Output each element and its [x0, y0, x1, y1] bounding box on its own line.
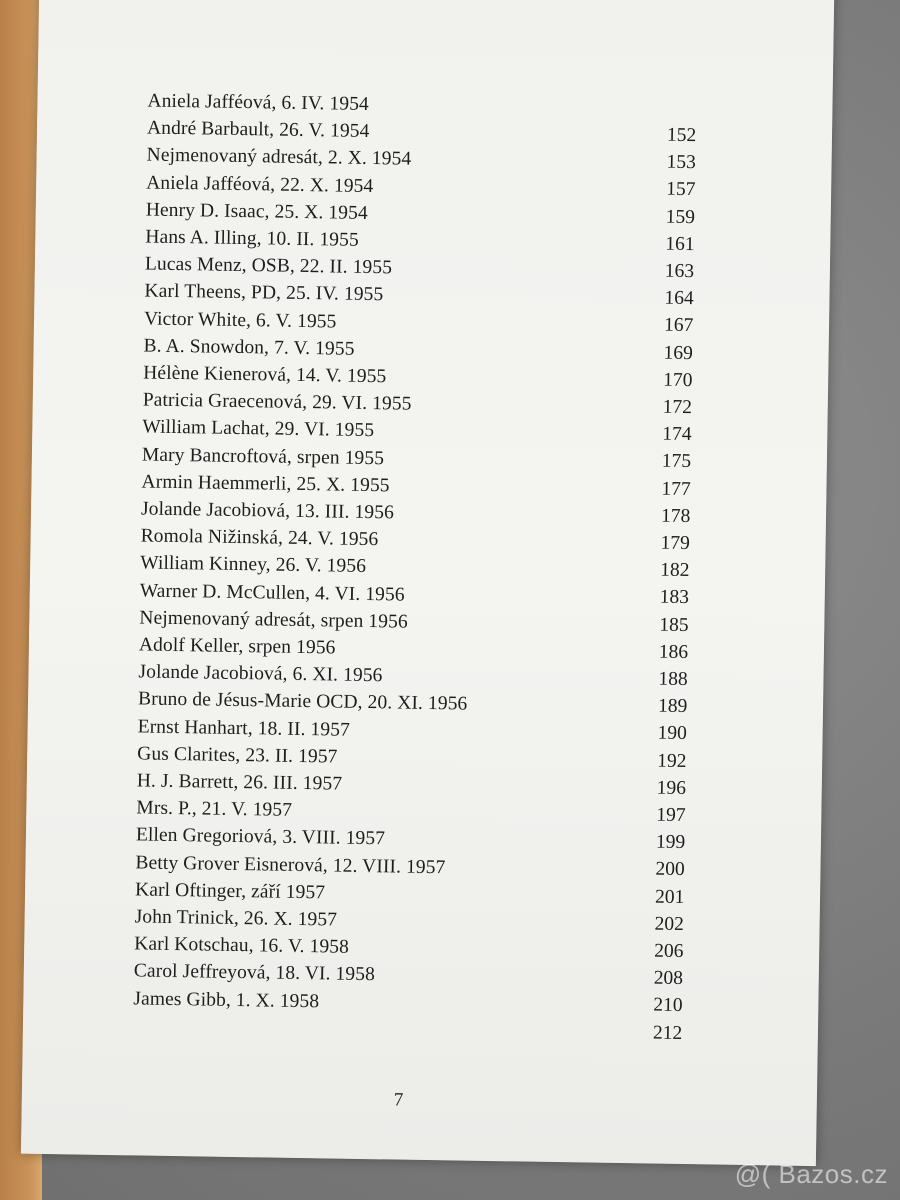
entry-name: Mrs. P., 21. V. 1957 [136, 797, 293, 822]
entry-page-number: 200 [655, 858, 685, 881]
entry-name: Warner D. McCullen, 4. VI. 1956 [139, 580, 405, 606]
entry-page-number: 197 [656, 804, 686, 827]
entry-name: Aniela Jafféová, 22. X. 1954 [146, 172, 374, 197]
entry-page-number: 172 [662, 396, 693, 419]
entry-page-number: 188 [658, 668, 688, 691]
entry-name: Hans A. Illing, 10. II. 1955 [145, 226, 359, 251]
entry-name: Mary Bancroftová, srpen 1955 [141, 444, 385, 469]
entry-page-number: 206 [654, 940, 684, 963]
entry-name: Jolande Jacobiová, 13. III. 1956 [140, 498, 395, 524]
entry-page-number: 201 [654, 886, 685, 908]
entry-name: Aniela Jafféová, 6. IV. 1954 [147, 90, 370, 115]
entry-name: André Barbault, 26. V. 1954 [146, 117, 370, 143]
entry-page-number: 169 [663, 342, 694, 364]
entry-page-number: 192 [657, 750, 687, 772]
watermark: @( Bazos.cz [734, 1159, 888, 1189]
entry-page-number: 157 [665, 179, 696, 201]
entry-name: H. J. Barrett, 26. III. 1957 [136, 770, 343, 795]
entry-page-number: 175 [661, 451, 692, 473]
entry-name: Jolande Jacobiová, 6. XI. 1956 [138, 661, 383, 687]
entry-name: Armin Haemmerli, 25. X. 1955 [141, 471, 390, 497]
entry-name: William Kinney, 26. V. 1956 [140, 552, 367, 578]
entry-page-number: 196 [656, 777, 687, 799]
entry-page-number: 178 [660, 505, 691, 527]
page-number: 7 [393, 1089, 404, 1111]
entry-name: Carol Jeffreyová, 18. VI. 1958 [133, 960, 376, 986]
entry-name: Gus Clarites, 23. II. 1957 [137, 743, 338, 768]
entry-page-number: 185 [659, 614, 689, 636]
entry-name: Victor White, 6. V. 1955 [143, 308, 337, 333]
entry-name: Adolf Keller, srpen 1956 [138, 634, 336, 659]
entry-name: James Gibb, 1. X. 1958 [133, 987, 320, 1012]
entry-page-number: 174 [662, 423, 692, 446]
book-page [21, 0, 834, 1166]
entry-name: John Trinick, 26. X. 1957 [134, 906, 338, 931]
entry-page-number: 153 [666, 151, 697, 174]
entry-name: Bruno de Jésus-Marie OCD, 20. XI. 1956 [137, 688, 468, 715]
entry-name: Romola Nižinská, 24. V. 1956 [140, 525, 379, 551]
table-of-contents [21, 0, 834, 1166]
entry-page-number: 202 [654, 913, 685, 935]
entry-name: Nejmenovaný adresát, 2. X. 1954 [146, 144, 412, 171]
entry-page-number: 163 [664, 260, 695, 283]
entry-name: William Lachat, 29. VI. 1955 [142, 416, 375, 442]
entry-name: Betty Grover Eisnerová, 12. VIII. 1957 [135, 852, 446, 878]
entry-name: Hélène Kienerová, 14. V. 1955 [143, 362, 387, 388]
entry-page-number: 159 [665, 206, 696, 228]
entry-name: Lucas Menz, OSB, 22. II. 1955 [144, 253, 393, 279]
entry-page-number: 190 [657, 722, 688, 745]
entry-page-number: 199 [655, 831, 686, 854]
entry-page-number: 189 [657, 695, 688, 718]
entry-page-number: 170 [663, 369, 693, 391]
entry-page-number: 167 [663, 315, 694, 337]
entry-page-number: 186 [658, 641, 689, 663]
entry-name: Patricia Graecenová, 29. VI. 1955 [142, 389, 412, 415]
entry-name: Karl Oftinger, září 1957 [134, 879, 326, 904]
entry-name: Henry D. Isaac, 25. X. 1954 [145, 199, 368, 224]
entry-page-number: 210 [653, 994, 683, 1017]
entry-page-number: 182 [660, 559, 690, 582]
entry-name: Karl Theens, PD, 25. IV. 1955 [144, 280, 384, 306]
entry-page-number: 161 [665, 233, 695, 255]
entry-name: B. A. Snowdon, 7. V. 1955 [143, 335, 355, 360]
entry-page-number: 152 [666, 124, 697, 147]
entry-page-number: 183 [659, 587, 690, 609]
entry-name: Ernst Hanhart, 18. II. 1957 [137, 716, 351, 741]
entry-page-number: 179 [660, 532, 691, 555]
entry-page-number: 212 [652, 1022, 683, 1044]
entry-page-number: 177 [661, 478, 691, 500]
entry-name: Nejmenovaný adresát, srpen 1956 [139, 607, 408, 633]
entry-name: Ellen Gregoriová, 3. VIII. 1957 [135, 824, 386, 850]
entry-name: Karl Kotschau, 16. V. 1958 [134, 933, 350, 958]
entry-page-number: 208 [653, 967, 684, 990]
entry-page-number: 164 [664, 287, 694, 310]
